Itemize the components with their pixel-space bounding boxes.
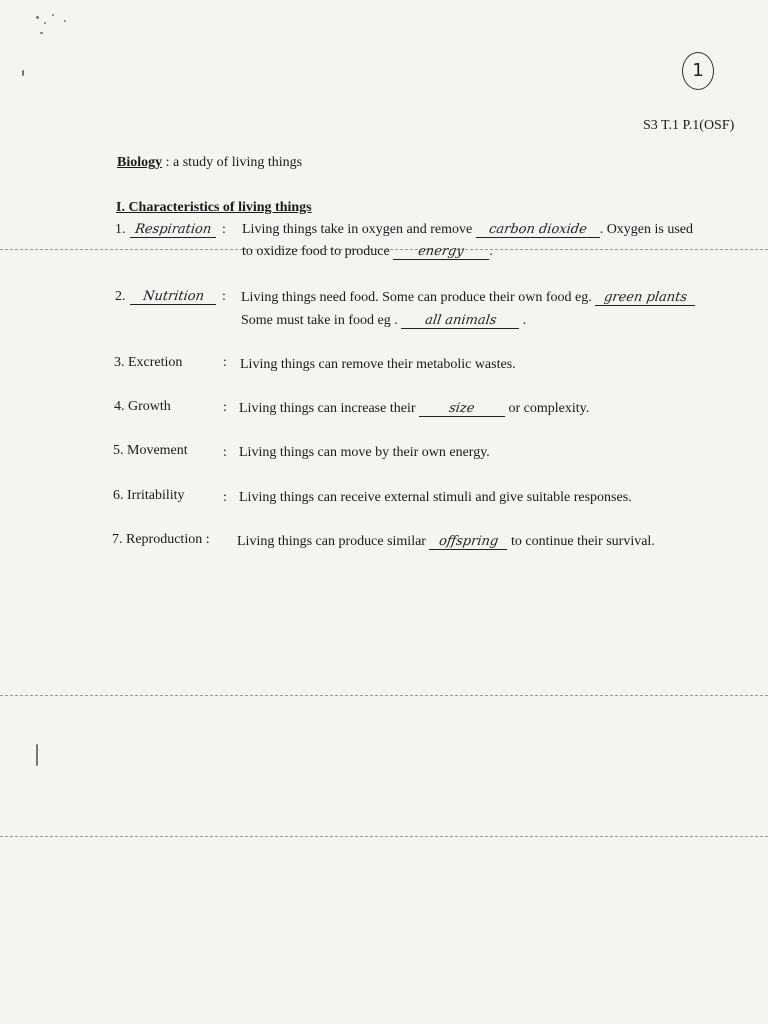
item-3-colon: : (223, 355, 227, 370)
item-4-label: 4. Growth (114, 399, 171, 414)
scan-rule (0, 836, 768, 837)
item-2-name-handwritten: Nutrition (141, 289, 205, 304)
item-5-label: 5. Movement (113, 443, 188, 458)
item-1-text-c: to oxidize food to produce (242, 244, 390, 259)
item-7-text-b: to continue their survival. (510, 534, 655, 549)
item-2-answer-2: all animals (423, 313, 498, 328)
scan-speck (52, 14, 54, 16)
item-2-text-d: . (522, 313, 527, 328)
item-3-text: Living things can remove their metabolic wastes. (240, 357, 516, 372)
intro-line (117, 155, 302, 171)
item-1-colon: : (222, 222, 226, 237)
item-1-line-1 (242, 222, 693, 238)
section-heading (116, 200, 312, 216)
item-2-line-1 (241, 290, 695, 306)
scan-speck (22, 70, 24, 76)
scan-speck (36, 16, 39, 19)
item-1-answer-2: energy (417, 244, 466, 259)
item-6-text: Living things can receive external stimuli and give suitable responses. (239, 490, 632, 505)
item-5-colon: : (223, 445, 227, 460)
intro-term: Biology (117, 155, 163, 170)
item-2-text-c: Some must take in food eg . (241, 313, 398, 328)
item-4-text-b: or complexity. (508, 401, 590, 416)
item-7-text-a: Living things can produce similar (237, 534, 426, 549)
scan-speck (64, 20, 66, 22)
item-4-line (239, 401, 589, 417)
item-3-label: 3. Excretion (114, 355, 183, 370)
intro-rest: : a study of living things (162, 155, 303, 170)
item-2-answer-1: green plants (602, 290, 688, 305)
item-1-line-2 (242, 244, 493, 260)
item-1-name-blank (130, 222, 216, 238)
item-1-name-handwritten: Respiration (133, 222, 213, 237)
item-6-label: 6. Irritability (113, 488, 185, 503)
item-2-line-2 (241, 313, 526, 329)
item-2-number: 2. (115, 289, 126, 304)
item-4-answer: size (448, 401, 476, 416)
item-1-text-d: . (489, 244, 493, 259)
item-2-colon: : (222, 289, 226, 304)
item-4-text-a: Living things can increase their (239, 401, 416, 416)
item-5-text: Living things can move by their own energy. (239, 445, 490, 460)
scan-speck (36, 744, 38, 766)
header-code: S3 T.1 P.1(OSF) (643, 118, 735, 133)
scan-speck (40, 32, 43, 34)
page-number-circled: 1 (682, 52, 714, 90)
item-4-colon: : (223, 400, 227, 415)
item-1-text-b: . Oxygen is used (599, 222, 694, 237)
item-2-name-blank (130, 289, 216, 305)
item-6-colon: : (223, 490, 227, 505)
item-7-answer: offspring (437, 534, 500, 549)
item-1-number: 1. (115, 222, 126, 237)
item-7-label: 7. Reproduction : (112, 532, 210, 547)
item-1-answer-1: carbon dioxide (487, 222, 588, 237)
item-7-line (237, 534, 655, 550)
item-2-text-a: Living things need food. Some can produce their own food eg. (241, 290, 592, 305)
item-1-text-a: Living things take in oxygen and remove (242, 222, 473, 237)
scan-speck (44, 22, 46, 24)
section-heading-text: I. Characteristics of living things (116, 200, 312, 215)
scan-rule (0, 695, 768, 696)
